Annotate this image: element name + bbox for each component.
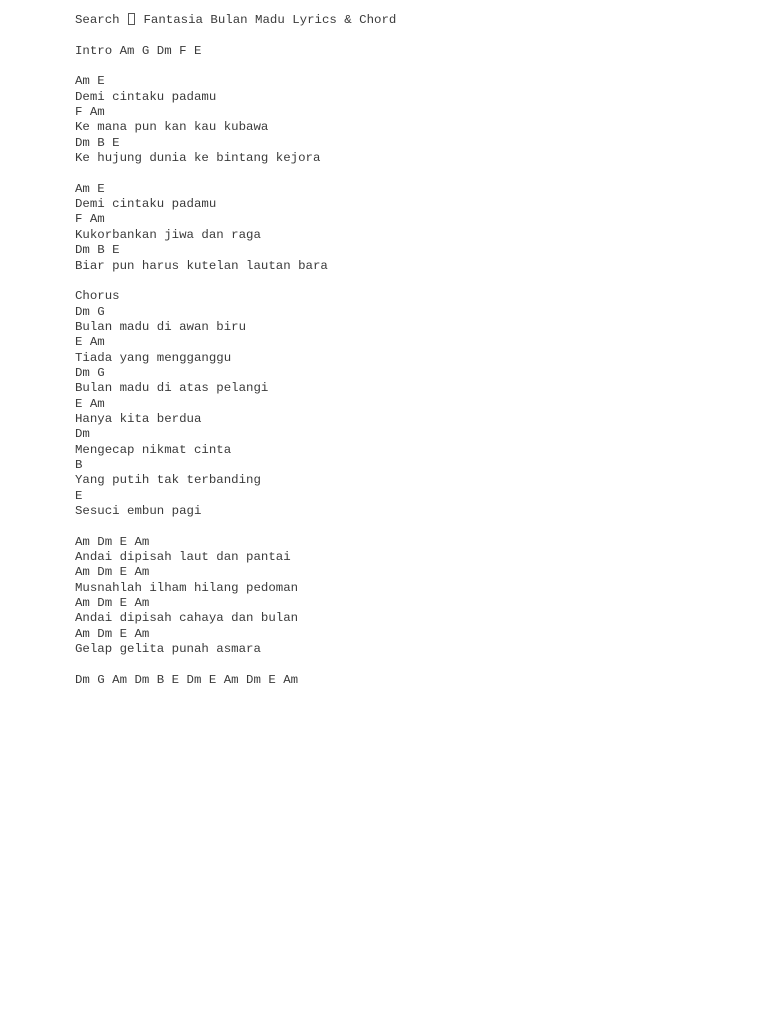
- lyric-line: Am Dm E Am: [75, 626, 150, 641]
- lyric-line: Hanya kita berdua: [75, 411, 202, 426]
- lyric-line: [75, 59, 755, 74]
- lyric-line: Andai dipisah laut dan pantai: [75, 550, 291, 565]
- lyric-line: Chorus: [75, 289, 120, 304]
- lyric-line: Am E: [75, 74, 105, 89]
- lyric-line: Dm G Am Dm B E Dm E Am Dm E Am: [75, 672, 299, 687]
- lyric-line: Dm B E: [75, 243, 120, 258]
- lyric-line: Demi cintaku padamu: [75, 89, 217, 104]
- lyric-line: Dm G: [75, 365, 105, 380]
- lyric-line: Demi cintaku padamu: [75, 197, 217, 212]
- lyric-line: Musnahlah ilham hilang pedoman: [75, 580, 299, 595]
- lyric-line: Am Dm E Am: [75, 565, 150, 580]
- lyric-line: Kukorbankan jiwa dan raga: [75, 227, 261, 242]
- lyric-line: E: [75, 488, 83, 503]
- lyric-line: Biar pun harus kutelan lautan bara: [75, 258, 328, 273]
- lyric-line: [75, 166, 755, 181]
- lyric-line: Tiada yang mengganggu: [75, 350, 232, 365]
- lyrics-document: [75, 13, 755, 688]
- lyric-line: Sesuci embun pagi: [75, 504, 202, 518]
- missing-glyph-icon: [128, 13, 135, 25]
- lyric-line: Dm B E: [75, 135, 120, 150]
- lyric-line: Bulan madu di awan biru: [75, 319, 247, 334]
- lyric-line: E Am: [75, 335, 105, 350]
- lyric-line: Ke mana pun kan kau kubawa: [75, 120, 269, 135]
- lyric-line: E Am: [75, 396, 105, 411]
- song-title: Fantasia Bulan Madu Lyrics & Chord: [143, 13, 397, 27]
- lyric-line: Bulan madu di atas pelangi: [75, 381, 269, 396]
- lyric-line: Intro Am G Dm F E: [75, 43, 202, 58]
- lyrics-body: [75, 28, 755, 688]
- lyric-line: [75, 28, 755, 43]
- lyric-line: Dm: [75, 427, 90, 442]
- lyric-line: Andai dipisah cahaya dan bulan: [75, 611, 299, 626]
- lyric-line: [75, 519, 755, 534]
- lyric-line: Gelap gelita punah asmara: [75, 642, 261, 657]
- document-header: [75, 13, 755, 28]
- lyric-line: Am Dm E Am: [75, 596, 150, 611]
- lyric-line: F Am: [75, 212, 105, 227]
- lyric-line: Mengecap nikmat cinta: [75, 442, 232, 457]
- lyric-line: Am Dm E Am: [75, 534, 150, 549]
- lyric-line: Ke hujung dunia ke bintang kejora: [75, 151, 321, 166]
- lyric-line: B: [75, 457, 83, 472]
- lyric-line: Am E: [75, 181, 105, 196]
- search-label: Search: [75, 13, 120, 27]
- lyric-line: [75, 274, 755, 289]
- lyric-line: Dm G: [75, 304, 105, 319]
- lyric-line: [75, 657, 755, 672]
- lyric-line: F Am: [75, 105, 105, 120]
- lyric-line: Yang putih tak terbanding: [75, 473, 261, 488]
